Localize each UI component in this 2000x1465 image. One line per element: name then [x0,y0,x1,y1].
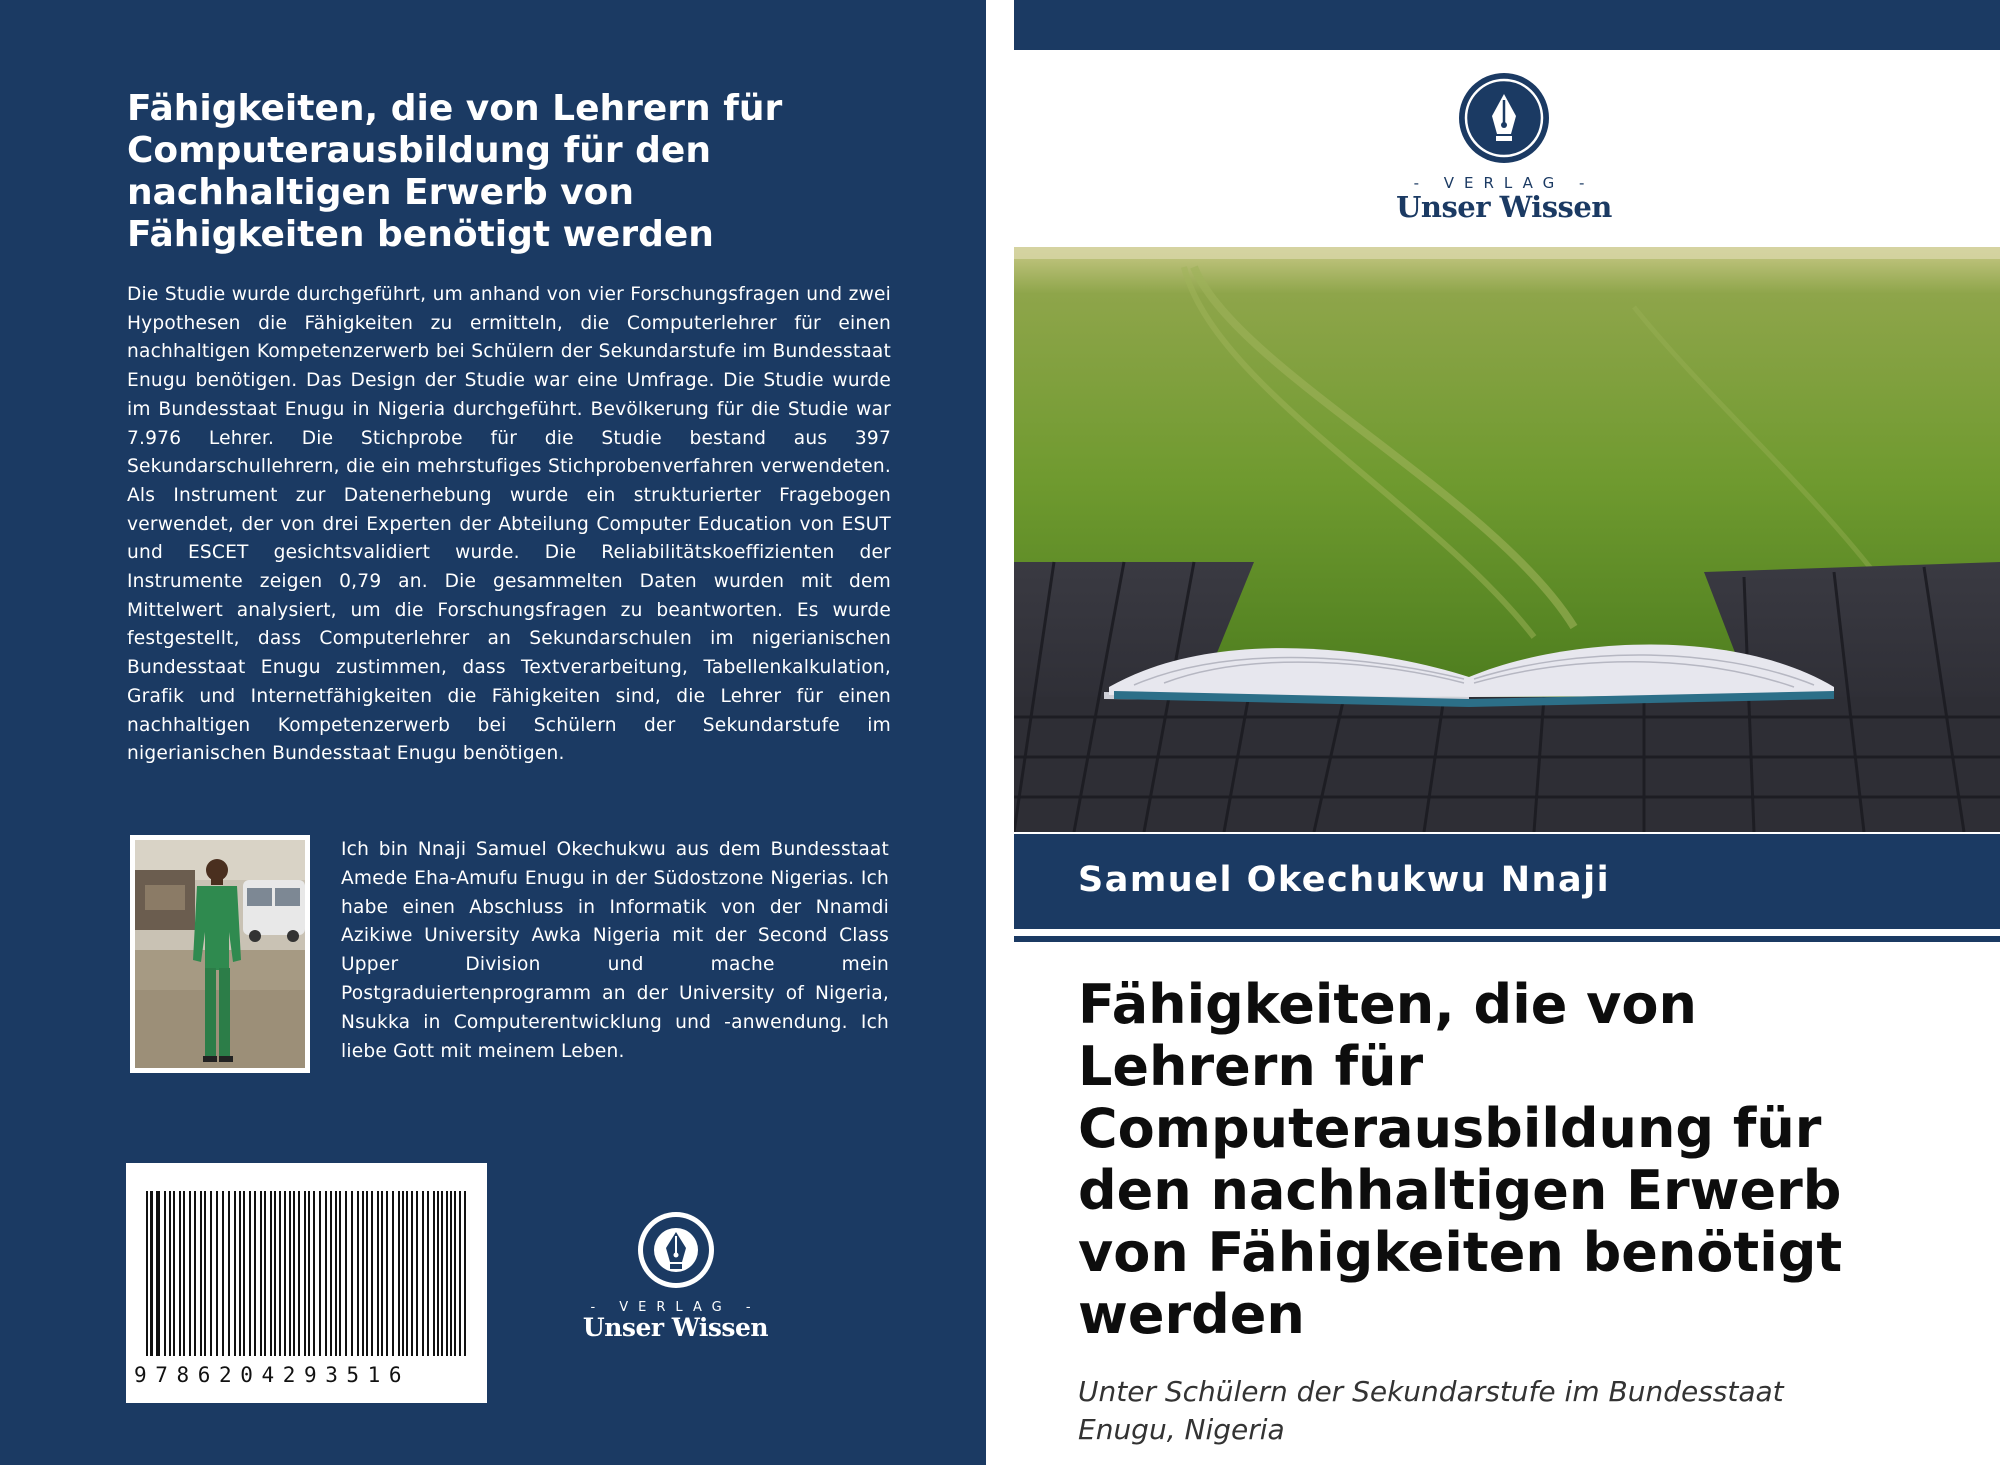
fountain-pen-nib-icon [1458,72,1550,164]
barcode-bar [284,1191,286,1356]
barcode-bar [381,1191,383,1356]
barcode-bar [293,1191,295,1356]
back-publisher-name: Unser Wissen [582,1313,769,1342]
barcode-bar [243,1191,245,1356]
barcode-digits: 9786204293516 [134,1363,411,1387]
barcode-bar [357,1191,359,1356]
front-cover-subtitle: Unter Schülern der Sekundarstufe im Bundesstaat Enugu, Nigeria [1078,1375,1784,1446]
barcode-bar [319,1191,321,1356]
front-cover [1014,0,2000,1465]
barcode-bar [173,1191,175,1356]
barcode-bar [437,1191,439,1356]
barcode-bar [216,1191,218,1356]
barcode-bar [433,1191,435,1356]
barcode-bar [279,1191,281,1356]
author-photo [130,835,310,1073]
isbn-barcode [126,1163,487,1403]
barcode-bar [402,1191,404,1356]
cover-photo-image [1014,247,2000,832]
barcode-bar [270,1191,272,1356]
front-publisher-logo [1294,72,1714,224]
barcode-bar [150,1191,153,1356]
barcode-bar [450,1191,452,1356]
barcode-bar [179,1191,181,1356]
barcode-bar [406,1191,408,1356]
barcode-bar [335,1191,337,1356]
back-verlag-label: - VERLAG - [590,1300,761,1315]
barcode-bar [249,1191,251,1356]
author-name: Samuel Okechukwu Nnaji [1078,860,1611,900]
barcode-bar [183,1191,185,1356]
back-cover-abstract: Die Studie wurde durchgeführt, um anhand von vier Forschungsfragen und zwei Hypothesen die Fähigkeiten zu ermitteln, die Computerlehrer für einen nachhaltigen Kompetenzerwerb bei Schülern der Sekundarstufe im Bundesstaat Enugu benötigen. Das Design der Studie war eine Umfrage. Die Studie wurde im Bundesstaat Enugu in Nigeria durchgeführt. Bevölkerung für die Studie war 7.976 Lehrer. Die Stichprobe für die Studie bestand aus 397 Sekundarschullehrern, die ein mehrstufiges Stichprobenverfahren verwendeten. Als Instrument zur Datenerhebung wurde ein strukturierter Fragebogen verwendet, der von drei Experten der Abteilung Computer Education von ESUT und ESCET gesichtsvalidiert wurde. Die Reliabilitätskoeffizienten der Instrumente zeigen 0,79 an. Die gesammelten Daten wurden mit dem Mittelwert analysiert, um die Forschungsfragen zu beantworten. Es wurde festgestellt, dass Computerlehrer an Sekundarschulen im nigerianischen Bundesstaat Enugu zustimmen, dass Textverarbeitung, Tabellenkalkulation, Grafik und Internetfähigkeiten die Fähigkeiten sind, die Lehrer für einen nachhaltigen Kompetenzerwerb bei Schülern der Sekundarstufe im nigerianischen Bundesstaat Enugu benötigen. [127,284,891,765]
back-cover-title: Fähigkeiten, die von Lehrern für Computerausbildung für den nachhaltigen Erwerb von Fähigkeiten benötigt werden [127,88,783,255]
barcode-bar [274,1191,276,1356]
barcode-bar [239,1191,241,1356]
barcode-bar [371,1191,373,1356]
barcode-bar [325,1191,327,1356]
barcode-bar [194,1191,196,1356]
back-cover [0,0,986,1465]
barcode-bar [210,1191,212,1356]
barcode-bar [234,1191,236,1356]
publisher-seal-icon [636,1210,716,1290]
barcode-bar [459,1191,461,1356]
barcode-bar [298,1191,300,1356]
barcode-bar [411,1191,413,1356]
barcode-bar [222,1191,224,1356]
barcode-bar [164,1191,166,1356]
barcode-bar [339,1191,341,1356]
author-bio: Ich bin Nnaji Samuel Okechukwu aus dem Bundesstaat Amede Eha-Amufu Enugu in der Südostzone Nigerias. Ich habe einen Abschluss in Informatik von der Nnamdi Azikiwe University Awka Nigeria mit der Second Class Upper Division und mache mein Postgraduiertenprogramm an der University of Nigeria, Nsukka in Computerentwicklung und -anwendung. Ich liebe Gott mit meinem Leben. [341,839,889,1062]
front-top-bar [1014,0,2000,50]
front-publisher-name: Unser Wissen [1396,190,1612,224]
divider-rule [1014,936,2000,942]
barcode-bar [264,1191,266,1356]
barcode-bar [441,1191,443,1356]
barcode-bar [398,1191,400,1356]
barcode-bar [362,1191,364,1356]
barcode-bars [126,1163,487,1363]
barcode-bar [416,1191,418,1356]
barcode-bar [330,1191,332,1356]
front-cover-title: Fähigkeiten, die von Lehrern für Computerausbildung für den nachhaltigen Erwerb von Fähigkeiten benötigt werden [1078,973,1843,1346]
author-band [1014,834,2000,929]
barcode-bar [204,1191,206,1356]
barcode-bar [308,1191,310,1356]
barcode-bar [254,1191,256,1356]
barcode-bar [366,1191,368,1356]
barcode-bar [386,1191,388,1356]
barcode-bar [289,1191,291,1356]
front-verlag-label: - VERLAG - [1413,174,1595,192]
spine-gap [986,0,1014,1465]
barcode-bar [392,1191,394,1356]
barcode-bar [422,1191,424,1356]
barcode-bar [304,1191,306,1356]
barcode-bar [427,1191,429,1356]
barcode-bar [351,1191,353,1356]
barcode-bar [464,1191,466,1356]
barcode-bar [146,1191,148,1356]
barcode-bar [313,1191,315,1356]
barcode-bar [189,1191,191,1356]
barcode-bar [200,1191,202,1356]
barcode-bar [169,1191,171,1356]
barcode-bar [345,1191,347,1356]
cover-photo [1014,247,2000,832]
barcode-bar [228,1191,230,1356]
author-photo-image [135,840,305,1068]
barcode-bar [446,1191,448,1356]
barcode-bar [260,1191,262,1356]
barcode-bar [156,1191,160,1356]
back-publisher-logo [578,1210,773,1342]
barcode-bar [377,1191,379,1356]
barcode-bar [454,1191,456,1356]
